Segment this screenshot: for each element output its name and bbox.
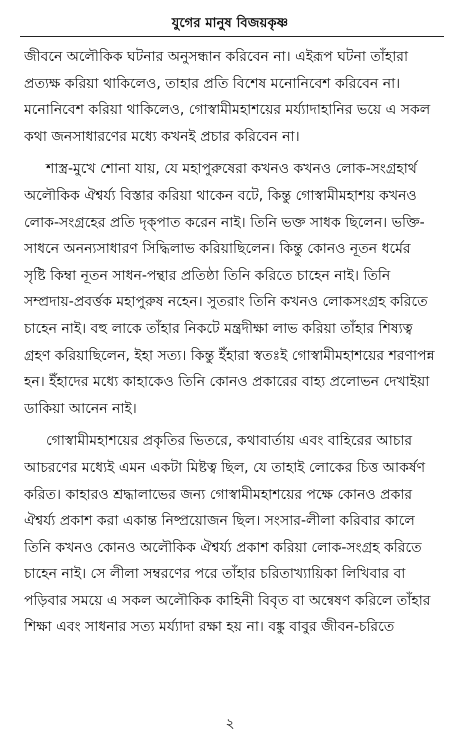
text-line: তিনি কখনও কোনও অলৌকিক ঐশ্বর্য্য প্রকাশ করিয়া লোক-সংগ্রহ করিতে [24,539,422,556]
text-line: সৃষ্টি কিম্বা নূতন সাধন-পন্থার প্রতিষ্ঠা তিনি করিতে চাহেন নাই। তিনি [24,267,391,284]
page-number: ২ [225,716,235,732]
text-line: আচরণের মধ্যেই এমন একটা মিষ্টত্ব ছিল, যে তাহাই লোকের চিত্ত আকর্ষণ [24,459,426,476]
text-line: প্রত্যক্ষ করিয়া থাকিলেও, তাহার প্রতি বিশেষ মনোনিবেশ করিবেন না। [24,75,401,92]
text-line: ডাকিয়া আনেন নাই। [24,400,137,417]
text-line: চাহেন নাই। সে লীলা সম্বরণের পরে তাঁহার চরিতাখ্যায়িকা লিখিবার বা [24,566,406,583]
text-line: সম্প্রদায়-প্রবর্ত্তক মহাপুরুষ নহেন। সুতরাং তিনি কখনও লোকসংগ্রহ করিতে [24,294,428,311]
text-line: শাস্ত্র-মুখে শোনা যায়, যে মহাপুরুষেরা কখনও কখনও লোক-সংগ্রহার্থ [46,161,417,178]
text-line: অলৌকিক ঐশ্বর্য্য বিস্তার করিয়া থাকেন বটে, কিন্তু গোস্বামীমহাশয় কখনও [24,187,417,204]
text-line: হন। ইঁহাদের মধ্যে কাহাকেও তিনি কোনও প্রকারের বাহ্য প্রলোভন দেখাইয়া [24,374,430,391]
text-line: ঐশ্বর্য্য প্রকাশ করা একান্ত নিষ্প্রয়োজন ছিল। সংসার-লীলা করিবার কালে [24,513,415,530]
header-rule [20,36,444,37]
text-line: কথা জনসাধারণের মধ্যে কখনই প্রচার করিবেন না। [24,128,300,145]
text-line: জীবনে অলৌকিক ঘটনার অনুসন্ধান করিবেন না। এইরূপ ঘটনা তাঁহারা [24,49,409,65]
body-text [24,44,440,647]
text-line: লোক-সংগ্রহের প্রতি দৃক্‌পাত করেন নাই। তিনি ভক্ত সাধক ছিলেন। ভক্তি- [24,214,425,231]
text-line: শিক্ষা এবং সাধনার সত্য মর্য্যাদা রক্ষা হয় না। বঙ্কু বাবুর জীবন-চরিতে [24,619,395,636]
text-line: করিত। কাহারও শ্রদ্ধালাভের জন্য গোস্বামীমহাশয়ের পক্ষে কোনও প্রকার [24,486,413,503]
text-line: চাহেন নাই। বহু লাকে তাঁহার নিকটে মন্ত্রদীক্ষা লাভ করিয়া তাঁহার শিষ্যত্ব [24,320,413,337]
paragraph-1 [24,44,440,150]
text-line: মনোনিবেশ করিয়া থাকিলেও, গোস্বামীমহাশয়ের মর্য্যাদাহানির ভয়ে এ সকল [24,102,431,119]
text-line: সাধনে অনন্যসাধারণ সিদ্ধিলাভ করিয়াছিলেন। কিন্তু কোনও নূতন ধর্মের [24,241,411,258]
paragraph-2 [24,156,440,422]
paragraph-3 [24,428,440,641]
running-header: যুগের মানুষ বিজয়কৃষ্ণ [171,16,289,31]
text-line: গোস্বামীমহাশয়ের প্রকৃতির ভিতরে, কথাবার্তায় এবং বাহিরের আচার [46,433,413,450]
text-line: পড়িবার সময়ে এ সকল অলৌকিক কাহিনী বিবৃত বা অন্বেষণ করিলে তাঁহার [24,592,431,609]
text-line: গ্রহণ করিয়াছিলেন, ইহা সত্য। কিন্তু ইঁহারা স্বতঃই গোস্বামীমহাশয়ের শরণাপন্ন [24,347,435,364]
